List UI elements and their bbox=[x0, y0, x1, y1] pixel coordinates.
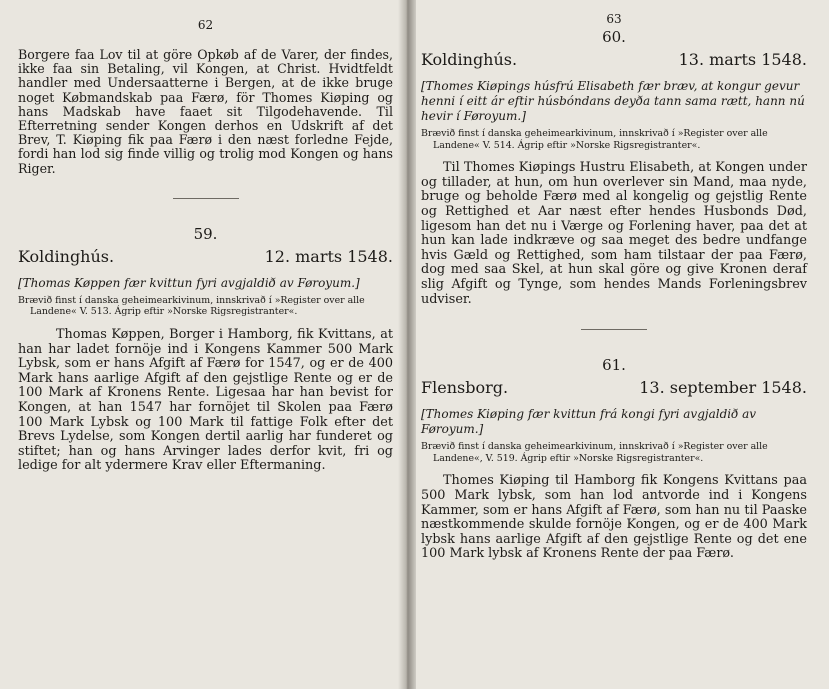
entry-61 bbox=[421, 356, 807, 562]
right-page bbox=[405, 0, 829, 689]
entry-number: 59. bbox=[193, 224, 218, 243]
source-line: Brævið finst í danska geheimearkivinum, innskrivað í »Register over alle bbox=[421, 441, 768, 453]
entry-place: Koldinghús. bbox=[421, 50, 518, 69]
entry-summary: [Thomas Køppen fær kvittun fyri avgjaldið av Føroyum.] bbox=[18, 275, 360, 290]
section-divider bbox=[581, 329, 647, 330]
entry-text: Thomas Køppen, Borger i Hamborg, fik Kvittans, at han har ladet fornöje ind i Kongens Kammer 500 Mark Lybsk, som er hans Afgift af Færø for 1547, og er de 400 Mark hans aarlige Afgift af den gejstlige Rente og er de 100 Mark af Kronens Rente. Ligesaa har han bevist for Kongen, at han 1547 har fornöjet til Skolen paa Færø 100 Mark Lybsk og 100 Mark til fattige Folk efter det Brevs Lydelse, som Kongen dertil aarlig har funderet og stiftet; han og hans Arvinger lades derfor kvit, fri og ledige for alt ydermere Krav eller Eftermaning. bbox=[18, 327, 393, 474]
section-divider bbox=[173, 198, 239, 199]
page-number: 63 bbox=[606, 12, 622, 26]
source-line: Landene« V. 513. Ágrip eftir »Norske Rigsregistranter«. bbox=[30, 306, 298, 318]
entry-text: Til Thomes Kiøpings Hustru Elisabeth, at Kongen under og tillader, at hun, om hun overlever sin Mand, maa nyde, bruge og beholde Færø med al kongelig og gejstlig Rente og Rettighed et Aar næst efter hendes Husbonds Død, ligesom han det nu i Værge og Forlening haver, paa det at hun kan lade indkræve og saa meget des bedre undfange hvis Gæld og Rettighed, som ham tilstaar der paa Færø, dog med saa Skel, at hun skal göre og give Kronen deraf slig Afgift og Tynge, som hendes Mands Forleningsbrev udviser. bbox=[421, 160, 807, 307]
source-line: Brævið finst í danska geheimearkivinum, innskrivað í »Register over alle bbox=[18, 294, 365, 306]
entry-heading bbox=[421, 50, 807, 69]
source-line: Brævið finst í danska geheimearkivinum, innskrivað í »Register over alle bbox=[421, 128, 768, 139]
entry-date: 13. september 1548. bbox=[639, 378, 807, 398]
entry-number: 61. bbox=[602, 356, 626, 375]
entry-date: 13. marts 1548. bbox=[678, 50, 807, 69]
entry-59 bbox=[18, 225, 393, 474]
source-line: Landene« V. 514. Ágrip eftir »Norske Rigsregistranter«. bbox=[433, 139, 701, 151]
entry-summary: [Thomes Kiøpings húsfrú Elisabeth fær bræv, at kongur gevur henni í eitt ár eftir húsbóndans deyða tann sama rætt, hann nú hevir í Føroyum.] bbox=[421, 79, 805, 123]
entry-60 bbox=[421, 28, 807, 307]
entry-place: Flensborg. bbox=[421, 378, 509, 398]
entry-place: Koldinghús. bbox=[18, 246, 115, 266]
continuation-paragraph: Borgere faa Lov til at göre Opkøb af de Varer, der findes, ikke faa sin Betaling, vil Kongen, at Christ. Hvidtfeldt handler med Undersaatterne i Bergen, at de ikke bruge noget Købmandskab paa Færø, för Thomes Kiøping og hans Madskab have faaet sit Tilgodehavende. Til Efterretning sender Kongen derhos en Udskrift af det Brev, T. Kiøping fik paa Færø i den næst forledne Fejde, fordi han lod sig finde villig og trolig mod Kongen og hans Riger. bbox=[18, 47, 393, 176]
left-page bbox=[0, 0, 405, 689]
entry-number: 60. bbox=[602, 28, 626, 46]
entry-source bbox=[421, 441, 807, 464]
entry-date: 12. marts 1548. bbox=[264, 246, 393, 266]
entry-heading bbox=[18, 247, 393, 266]
entry-source bbox=[18, 295, 393, 318]
entry-text: Thomes Kiøping til Hamborg fik Kongens Kvittans paa 500 Mark lybsk, som han lod antvorde ind i Kongens Kammer, som er hans Afgift af Færø, som han nu til Paaske næstkommende skulde fornöje Kongen, og er de 400 Mark lybsk hans aarlige Afgift af den gejstlige Rente og det ene 100 Mark lybsk af Kronens Rente der paa Færø. bbox=[421, 473, 807, 562]
source-line: Landene«, V. 519. Ágrip eftir »Norske Rigsregistranter«. bbox=[433, 452, 704, 464]
entry-heading bbox=[421, 378, 807, 397]
book-gutter bbox=[398, 0, 416, 689]
entry-summary: [Thomes Kiøping fær kvittun frá kongi fyri avgjaldið av Føroyum.] bbox=[421, 407, 757, 437]
page-number: 62 bbox=[197, 18, 214, 32]
entry-source bbox=[421, 128, 807, 151]
